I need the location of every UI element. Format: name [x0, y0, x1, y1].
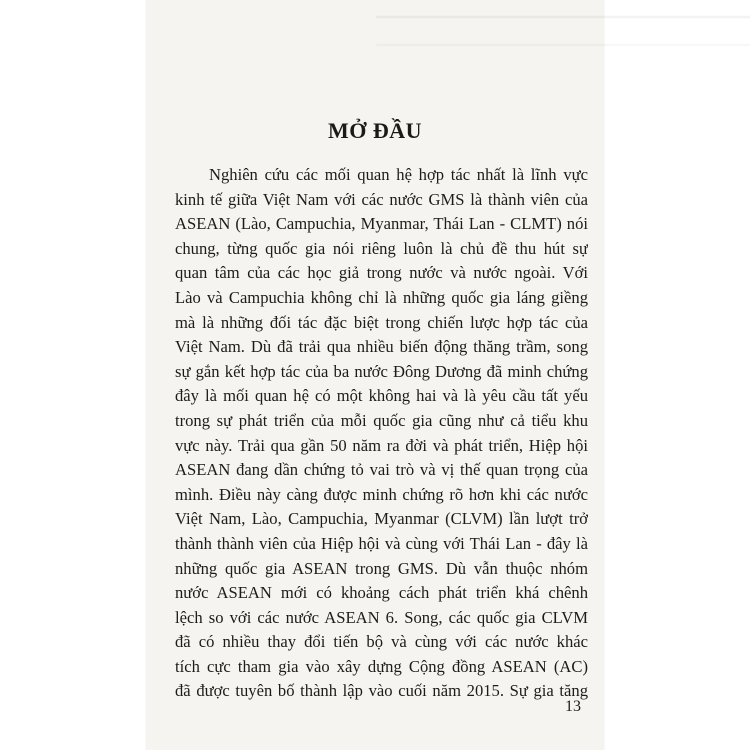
- text-line: tích cực tham gia vào xây dựng Cộng đồng ASEAN (AC): [175, 656, 588, 676]
- text-line: mình. Điều này càng được minh chứng rõ hơn khi các nước: [175, 484, 588, 504]
- show-through-text: [376, 6, 736, 46]
- text-line: ASEAN đang dần chứng tỏ vai trò và vị thế quan trọng của: [175, 460, 588, 480]
- show-through-line: [376, 16, 750, 18]
- text-line: Nghiên cứu các mối quan hệ hợp tác nhất là lĩnh vực: [209, 165, 588, 184]
- text-line: đã được tuyên bố thành lập vào cuối năm 2015. Sự gia tăng: [175, 681, 588, 701]
- text-line: nước ASEAN mới có khoảng cách phát triển khá chênh: [175, 583, 588, 603]
- text-line: đã có nhiều thay đổi tiến bộ và cùng với các nước khác: [175, 632, 588, 652]
- text-line: sự gắn kết hợp tác của ba nước Đông Dương đã minh chứng: [175, 361, 588, 381]
- text-line: Lào và Campuchia không chỉ là những quốc gia láng giềng: [175, 287, 588, 307]
- text-line: kinh tế giữa Việt Nam với các nước GMS là thành viên của: [175, 189, 588, 209]
- text-line: những quốc gia ASEAN trong GMS. Dù vẫn thuộc nhóm: [175, 558, 588, 578]
- text-line: vực này. Trải qua gần 50 năm ra đời và phát triển, Hiệp hội: [175, 435, 588, 455]
- page-number: 13: [565, 698, 581, 715]
- text-line: đây là mối quan hệ có một không hai và là yêu cầu tất yếu: [175, 386, 588, 406]
- show-through-line: [376, 44, 750, 46]
- text-line: thành thành viên của Hiệp hội và cùng với Thái Lan - đây là: [175, 533, 588, 553]
- chapter-title: MỞ ĐẦU: [327, 118, 423, 143]
- text-line: trong sự phát triển của mỗi quốc gia cũng như cả tiểu khu: [175, 410, 588, 430]
- text-line: Việt Nam. Dù đã trải qua nhiều biến động thăng trầm, song: [175, 337, 588, 357]
- text-line: chung, từng quốc gia nói riêng luôn là chủ đề thu hút sự: [175, 238, 588, 258]
- text-line: ASEAN (Lào, Campuchia, Myanmar, Thái Lan - CLMT) nói: [175, 214, 588, 234]
- text-line: Việt Nam, Lào, Campuchia, Myanmar (CLVM) lần lượt trở: [175, 509, 588, 529]
- text-line: quan tâm của các học giả trong nước và nước ngoài. Với: [175, 263, 588, 283]
- body-paragraph: [175, 163, 588, 704]
- text-line: lệch so với các nước ASEAN 6. Song, các quốc gia CLVM: [175, 607, 588, 627]
- text-line: mà là những đối tác đặc biệt trong chiến lược hợp tác của: [175, 312, 588, 332]
